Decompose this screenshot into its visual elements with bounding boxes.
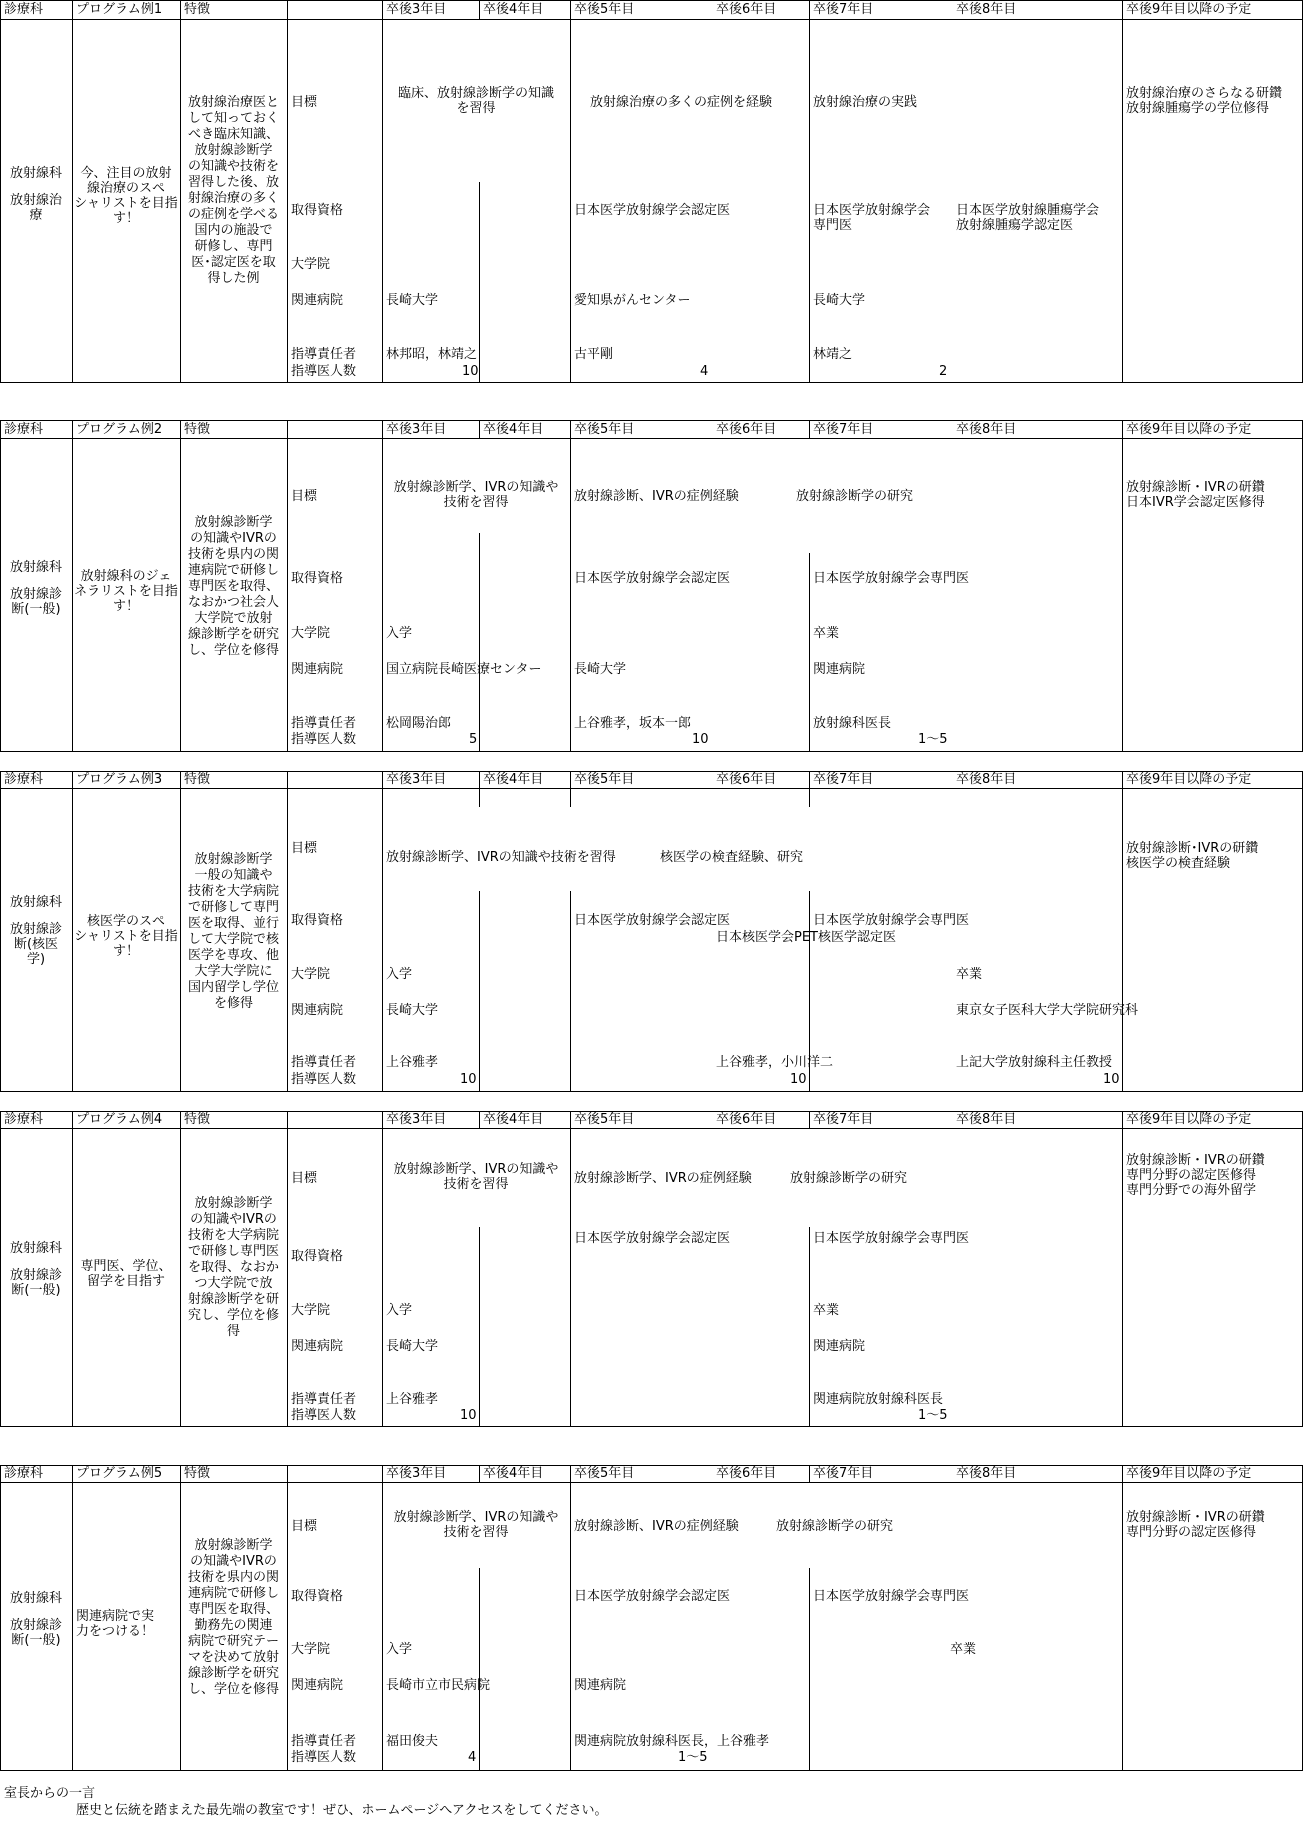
header-year3: 卒後3年目 (386, 1466, 447, 1481)
hosp-b: 長崎大学 (574, 662, 627, 677)
program-title: 核医学のスペ シャリストを目指 す！ (74, 914, 178, 959)
header-year8: 卒後8年目 (956, 2, 1017, 17)
header-dept: 診療科 (4, 1466, 44, 1481)
row-label-count: 指導医人数 (291, 1408, 357, 1423)
leader-b: 古平剛 (574, 347, 614, 362)
grad-a: 入学 (386, 626, 413, 641)
row-label-count: 指導医人数 (291, 364, 357, 379)
program-feature: 放射線治療医と して知っておく べき臨床知識、 放射線診断学 の知識や技術を 習得した後、放 射線治療の多く の症例を学べる 国内の施設で 研修し、専門 医･認定医を取 得した例 (187, 95, 279, 286)
row-label-grad: 大学院 (291, 1303, 331, 1318)
header-year7: 卒後7年目 (813, 1112, 874, 1127)
leader-c: 林靖之 (813, 347, 853, 362)
footer-message: 歴史と伝統を踏まえた最先端の教室です！ぜひ、ホームページへアクセスをしてください。 (76, 1803, 608, 1818)
row-label-goal: 目標 (291, 1171, 318, 1186)
goal-c: 放射線診断学の研究 (790, 1171, 908, 1186)
count-b: 10 (790, 1072, 807, 1087)
hosp-a: 長崎大学 (386, 1003, 439, 1018)
row-label-count: 指導医人数 (291, 732, 357, 747)
header-year8: 卒後8年目 (956, 422, 1017, 437)
header-program: プログラム例4 (76, 1112, 163, 1127)
hosp-c: 長崎大学 (813, 293, 866, 308)
header-program: プログラム例1 (76, 2, 163, 17)
row-label-count: 指導医人数 (291, 1750, 357, 1765)
row-label-hosp: 関連病院 (291, 662, 344, 677)
dept-cell: 放射線科 放射線診 断(一般) (9, 1241, 62, 1298)
header-year4: 卒後4年目 (483, 422, 544, 437)
goal-c: 放射線治療の実践 (813, 95, 918, 110)
leader-b: 上谷雅孝，坂本一郎 (574, 716, 692, 731)
leader-a: 林邦昭，林靖之 (386, 347, 478, 362)
goal-a: 放射線診断学、IVRの知識や技術を習得 (386, 850, 616, 865)
header-year4: 卒後4年目 (483, 772, 544, 787)
header-year6: 卒後6年目 (716, 1112, 777, 1127)
qual-a: 日本医学放射線学会認定医 (574, 1231, 731, 1246)
goal-b: 放射線治療の多くの症例を経験 (590, 95, 773, 110)
header-year6: 卒後6年目 (716, 1466, 777, 1481)
header-year9: 卒後9年目以降の予定 (1126, 1466, 1252, 1481)
qual-a: 日本医学放射線学会認定医 (574, 571, 731, 586)
header-year9: 卒後9年目以降の予定 (1126, 772, 1252, 787)
goal-b: 放射線診断、IVRの症例経験 (574, 1519, 739, 1534)
row-label-leader: 指導責任者 (291, 347, 357, 362)
goal-b: 放射線診断学、IVRの症例経験 (574, 1171, 752, 1186)
qual-b: 日本医学放射線学会専門医 (813, 1231, 970, 1246)
leader-a: 松岡陽治郎 (386, 716, 452, 731)
row-label-count: 指導医人数 (291, 1072, 357, 1087)
dept-cell: 放射線科 放射線診 断(一般) (9, 560, 62, 617)
header-dept: 診療科 (4, 772, 44, 787)
qual-c: 日本医学放射線腫瘍学会 放射線腫瘍学認定医 (956, 203, 1100, 233)
count-c: 2 (939, 364, 948, 379)
leader-a: 福田俊夫 (386, 1734, 439, 1749)
program-feature: 放射線診断学 の知識やIVRの 技術を大学病院 で研修し専門医 を取得、なおか つ大学院で放 射線診断学を研 究し、学位を修 得 (187, 1196, 279, 1339)
qual-a: 日本医学放射線学会認定医 (574, 913, 731, 928)
qual-a: 日本医学放射線学会認定医 (574, 1589, 731, 1604)
program-feature: 放射線診断学 の知識やIVRの 技術を県内の関 連病院で研修し 専門医を取得、 勤務先の関連 病院で研究テー マを決めて放射 線診断学を研究 し、学位を修得 (187, 1538, 279, 1697)
header-year3: 卒後3年目 (386, 1112, 447, 1127)
count-a: 10 (462, 364, 479, 379)
count-b: 1～5 (918, 1408, 948, 1423)
header-year8: 卒後8年目 (956, 1112, 1017, 1127)
header-year8: 卒後8年目 (956, 772, 1017, 787)
row-label-grad: 大学院 (291, 967, 331, 982)
header-feature: 特徴 (184, 422, 211, 437)
hosp-b: 関連病院 (813, 1339, 866, 1354)
leader-b: 上谷雅孝，小川洋二 (716, 1055, 834, 1070)
goal-c: 放射線診断学の研究 (776, 1519, 894, 1534)
grad-b: 卒業 (813, 1303, 840, 1318)
future-plan: 放射線治療のさらなる研鑽 放射線腫瘍学の学位修得 (1126, 86, 1283, 116)
hosp-c: 関連病院 (813, 662, 866, 677)
row-label-grad: 大学院 (291, 257, 331, 272)
header-year9: 卒後9年目以降の予定 (1126, 2, 1252, 17)
header-feature: 特徴 (184, 1112, 211, 1127)
row-label-goal: 目標 (291, 489, 318, 504)
row-label-hosp: 関連病院 (291, 1003, 344, 1018)
dept-cell: 放射線科 放射線診 断(核医 学) (9, 895, 62, 967)
header-year7: 卒後7年目 (813, 2, 874, 17)
row-label-hosp: 関連病院 (291, 1678, 344, 1693)
future-plan: 放射線診断・IVRの研鑽 専門分野の認定医修得 専門分野での海外留学 (1126, 1153, 1265, 1198)
count-a: 5 (469, 732, 478, 747)
program-title: 専門医、学位、 留学を目指す (80, 1259, 172, 1289)
row-label-hosp: 関連病院 (291, 293, 344, 308)
goal-a: 放射線診断学、IVRの知識や 技術を習得 (393, 480, 559, 510)
count-c: 1～5 (918, 732, 948, 747)
leader-a: 上谷雅孝 (386, 1055, 439, 1070)
program-block-2 (0, 420, 1303, 753)
leader-b: 関連病院放射線科医長，上谷雅孝 (574, 1734, 770, 1749)
header-year7: 卒後7年目 (813, 772, 874, 787)
leader-c: 放射線科医長 (813, 716, 892, 731)
row-label-qual: 取得資格 (291, 1589, 344, 1604)
grad-a: 入学 (386, 1642, 413, 1657)
header-year4: 卒後4年目 (483, 2, 544, 17)
program-title: 今、注目の放射 線治療のスペ シャリストを目指 す！ (74, 166, 178, 226)
qual-b: 日本医学放射線学会専門医 (813, 571, 970, 586)
qual-b: 日本医学放射線学会専門医 (813, 1589, 970, 1604)
header-year6: 卒後6年目 (716, 422, 777, 437)
count-b: 4 (700, 364, 709, 379)
grad-b: 卒業 (956, 967, 983, 982)
header-year5: 卒後5年目 (574, 2, 635, 17)
goal-a: 臨床、放射線診断学の知識 を習得 (397, 86, 554, 116)
future-plan: 放射線診断･IVRの研鑽 核医学の検査経験 (1126, 841, 1259, 871)
dept-cell: 放射線科 放射線診 断(一般) (9, 1591, 62, 1648)
qual-b: 日本医学放射線学会 専門医 (813, 203, 931, 233)
header-dept: 診療科 (4, 422, 44, 437)
header-year9: 卒後9年目以降の予定 (1126, 1112, 1252, 1127)
count-a: 10 (460, 1072, 477, 1087)
header-year4: 卒後4年目 (483, 1112, 544, 1127)
row-label-qual: 取得資格 (291, 203, 344, 218)
hosp-b: 愛知県がんセンター (574, 293, 691, 308)
header-dept: 診療科 (4, 1112, 44, 1127)
hosp-a: 長崎大学 (386, 293, 439, 308)
hosp-a: 長崎市立市民病院 (386, 1678, 491, 1693)
goal-c: 放射線診断学の研究 (796, 489, 914, 504)
program-feature: 放射線診断学 の知識やIVRの 技術を県内の関 連病院で研修し 専門医を取得、 なおかつ社会人 大学院で放射 線診断学を研究 し、学位を修得 (187, 515, 279, 658)
row-label-qual: 取得資格 (291, 1249, 344, 1264)
header-program: プログラム例2 (76, 422, 163, 437)
count-b: 1～5 (678, 1750, 708, 1765)
hosp-a: 国立病院長崎医療センター (386, 662, 542, 677)
header-year7: 卒後7年目 (813, 422, 874, 437)
hosp-b: 東京女子医科大学大学院研究科 (956, 1003, 1139, 1018)
future-plan: 放射線診断・IVRの研鑽 日本IVR学会認定医修得 (1126, 480, 1265, 510)
leader-b: 関連病院放射線科医長 (813, 1392, 944, 1407)
row-label-leader: 指導責任者 (291, 716, 357, 731)
header-year8: 卒後8年目 (956, 1466, 1017, 1481)
count-a: 4 (468, 1750, 477, 1765)
program-block-1 (0, 0, 1303, 385)
leader-a: 上谷雅孝 (386, 1392, 439, 1407)
row-label-leader: 指導責任者 (291, 1734, 357, 1749)
goal-a: 放射線診断学、IVRの知識や 技術を習得 (393, 1510, 559, 1540)
header-feature: 特徴 (184, 1466, 211, 1481)
header-year4: 卒後4年目 (483, 1466, 544, 1481)
program-block-3 (0, 771, 1303, 1093)
header-dept: 診療科 (4, 2, 44, 17)
row-label-goal: 目標 (291, 1519, 318, 1534)
header-year5: 卒後5年目 (574, 1112, 635, 1127)
header-year5: 卒後5年目 (574, 1466, 635, 1481)
qual-a: 日本医学放射線学会認定医 (574, 203, 731, 218)
header-year9: 卒後9年目以降の予定 (1126, 422, 1252, 437)
goal-b: 核医学の検査経験、研究 (660, 850, 804, 865)
header-program: プログラム例5 (76, 1466, 163, 1481)
row-label-goal: 目標 (291, 95, 318, 110)
hosp-b: 関連病院 (574, 1678, 627, 1693)
future-plan: 放射線診断・IVRの研鑽 専門分野の認定医修得 (1126, 1510, 1265, 1540)
program-title: 関連病院で実 力をつける！ (76, 1609, 155, 1639)
count-c: 10 (1103, 1072, 1120, 1087)
grad-a: 入学 (386, 967, 413, 982)
dept-cell: 放射線科 放射線治 療 (9, 166, 62, 223)
header-year3: 卒後3年目 (386, 2, 447, 17)
header-year3: 卒後3年目 (386, 772, 447, 787)
hosp-a: 長崎大学 (386, 1339, 439, 1354)
program-title: 放射線科のジェ ネラリストを目指 す！ (74, 569, 178, 614)
count-a: 10 (460, 1408, 477, 1423)
goal-b: 放射線診断、IVRの症例経験 (574, 489, 739, 504)
header-year6: 卒後6年目 (716, 2, 777, 17)
grad-b: 卒業 (813, 626, 840, 641)
row-label-leader: 指導責任者 (291, 1055, 357, 1070)
header-feature: 特徴 (184, 772, 211, 787)
row-label-grad: 大学院 (291, 626, 331, 641)
row-label-leader: 指導責任者 (291, 1392, 357, 1407)
goal-a: 放射線診断学、IVRの知識や 技術を習得 (393, 1162, 559, 1192)
header-program: プログラム例3 (76, 772, 163, 787)
qual-b: 日本医学放射線学会専門医 (813, 913, 970, 928)
header-year6: 卒後6年目 (716, 772, 777, 787)
grad-a: 入学 (386, 1303, 413, 1318)
count-b: 10 (692, 732, 709, 747)
row-label-qual: 取得資格 (291, 913, 344, 928)
header-year3: 卒後3年目 (386, 422, 447, 437)
row-label-hosp: 関連病院 (291, 1339, 344, 1354)
row-label-goal: 目標 (291, 841, 318, 856)
program-feature: 放射線診断学 一般の知識や 技術を大学病院 で研修して専門 医を取得、並行 して大学院で核 医学を専攻、他 大学大学院に 国内留学し学位 を修得 (187, 852, 279, 1011)
program-block-4 (0, 1111, 1303, 1428)
header-year5: 卒後5年目 (574, 772, 635, 787)
row-label-qual: 取得資格 (291, 571, 344, 586)
footer-heading: 室長からの一言 (4, 1786, 96, 1801)
header-feature: 特徴 (184, 2, 211, 17)
leader-c: 上記大学放射線科主任教授 (956, 1055, 1113, 1070)
qual-c: 日本核医学会PET核医学認定医 (716, 930, 896, 945)
header-year5: 卒後5年目 (574, 422, 635, 437)
program-block-5 (0, 1465, 1303, 1771)
header-year7: 卒後7年目 (813, 1466, 874, 1481)
row-label-grad: 大学院 (291, 1642, 331, 1657)
grad-b: 卒業 (950, 1642, 977, 1657)
